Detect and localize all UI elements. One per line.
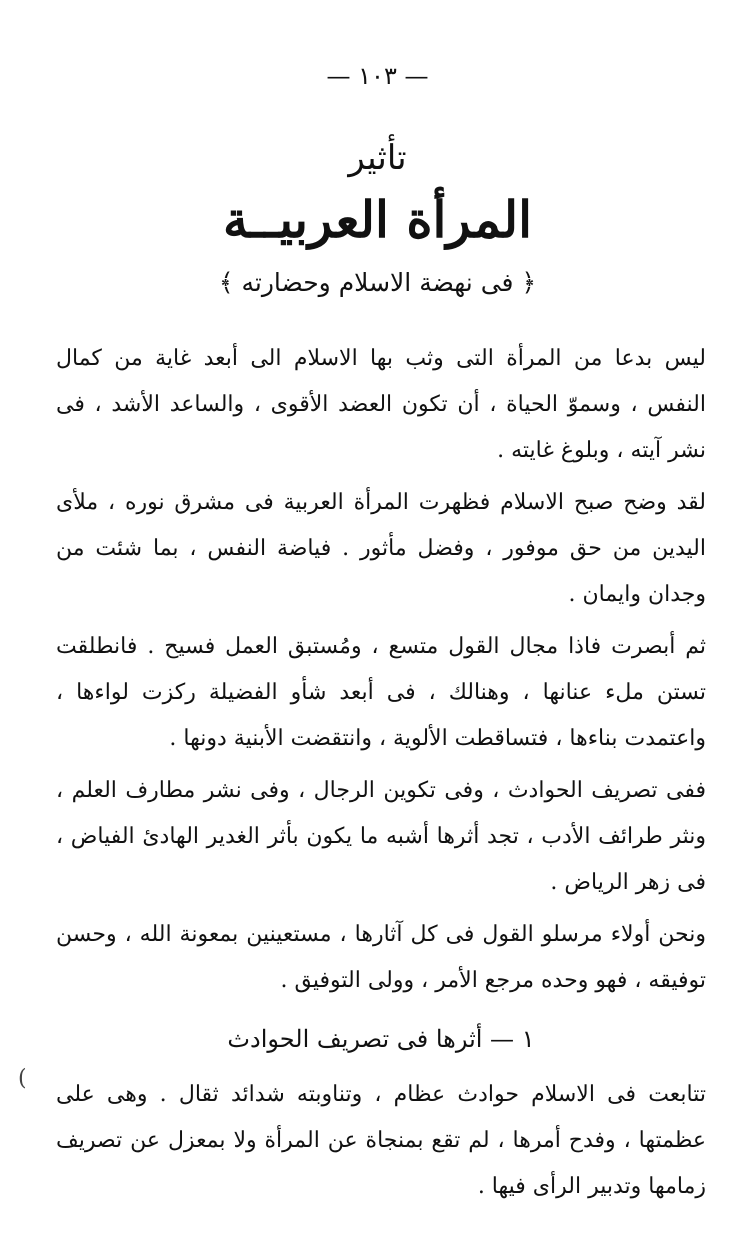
page-number: — ١٠٣ — (326, 62, 429, 90)
title-small: تأثير (348, 138, 407, 178)
paragraph: لقد وضح صبح الاسلام فظهرت المرأة العربية فى مشرق نوره ، ملأى اليدين من حق موفور ، وفضل مأثور . فياضة النفس ، بما شئت من وجدان وايمان . (56, 490, 706, 607)
subtitle: ﴿ فى نهضة الاسلام وحضارته ﴾ (218, 268, 537, 297)
section-heading: ١ — أثرها فى تصريف الحوادث (227, 1025, 535, 1053)
paragraph: ونحن أولاء مرسلو القول فى كل آثارها ، مستعينين بمعونة الله ، وحسن توفيقه ، فهو وحده مرجع الأمر ، وولى التوفيق . (56, 922, 706, 993)
paragraph: ليس بدعا من المرأة التى وثب بها الاسلام الى أبعد غاية من كمال النفس ، وسموّ الحياة ، أن تكون العضد الأقوى ، والساعد الأشد ، فى نشر آيته ، وبلوغ غايته . (56, 346, 706, 463)
body-text (56, 336, 706, 1216)
page-title: المرأة العربيــة (222, 190, 533, 249)
paragraph: ثم أبصرت فاذا مجال القول متسع ، ومُستبق العمل فسيح . فانطلقت تستن ملء عنانها ، وهنالك ، فى أبعد شأو الفضيلة ركزت لواءها ، واعتمدت بناءها ، فتساقطت الألوية ، وانتقضت الأبنية دونها . (56, 634, 706, 751)
paragraph: تتابعت فى الاسلام حوادث عظام ، وتناوبته شدائد ثقال . وهى على عظمتها ، وفدح أمرها ، لم تقع بمنجاة عن المرأة ولا بمعزل عن تصريف زمامها وتدبير الرأى فيها . (56, 1082, 706, 1199)
paragraph: ففى تصريف الحوادث ، وفى تكوين الرجال ، وفى نشر مطارف العلم ، ونثر طرائف الأدب ، تجد أثرها أشبه ما يكون بأثر الغدير الهادئ الفياض ، فى زهر الرياض . (56, 778, 706, 895)
margin-mark: ( (18, 1066, 27, 1091)
